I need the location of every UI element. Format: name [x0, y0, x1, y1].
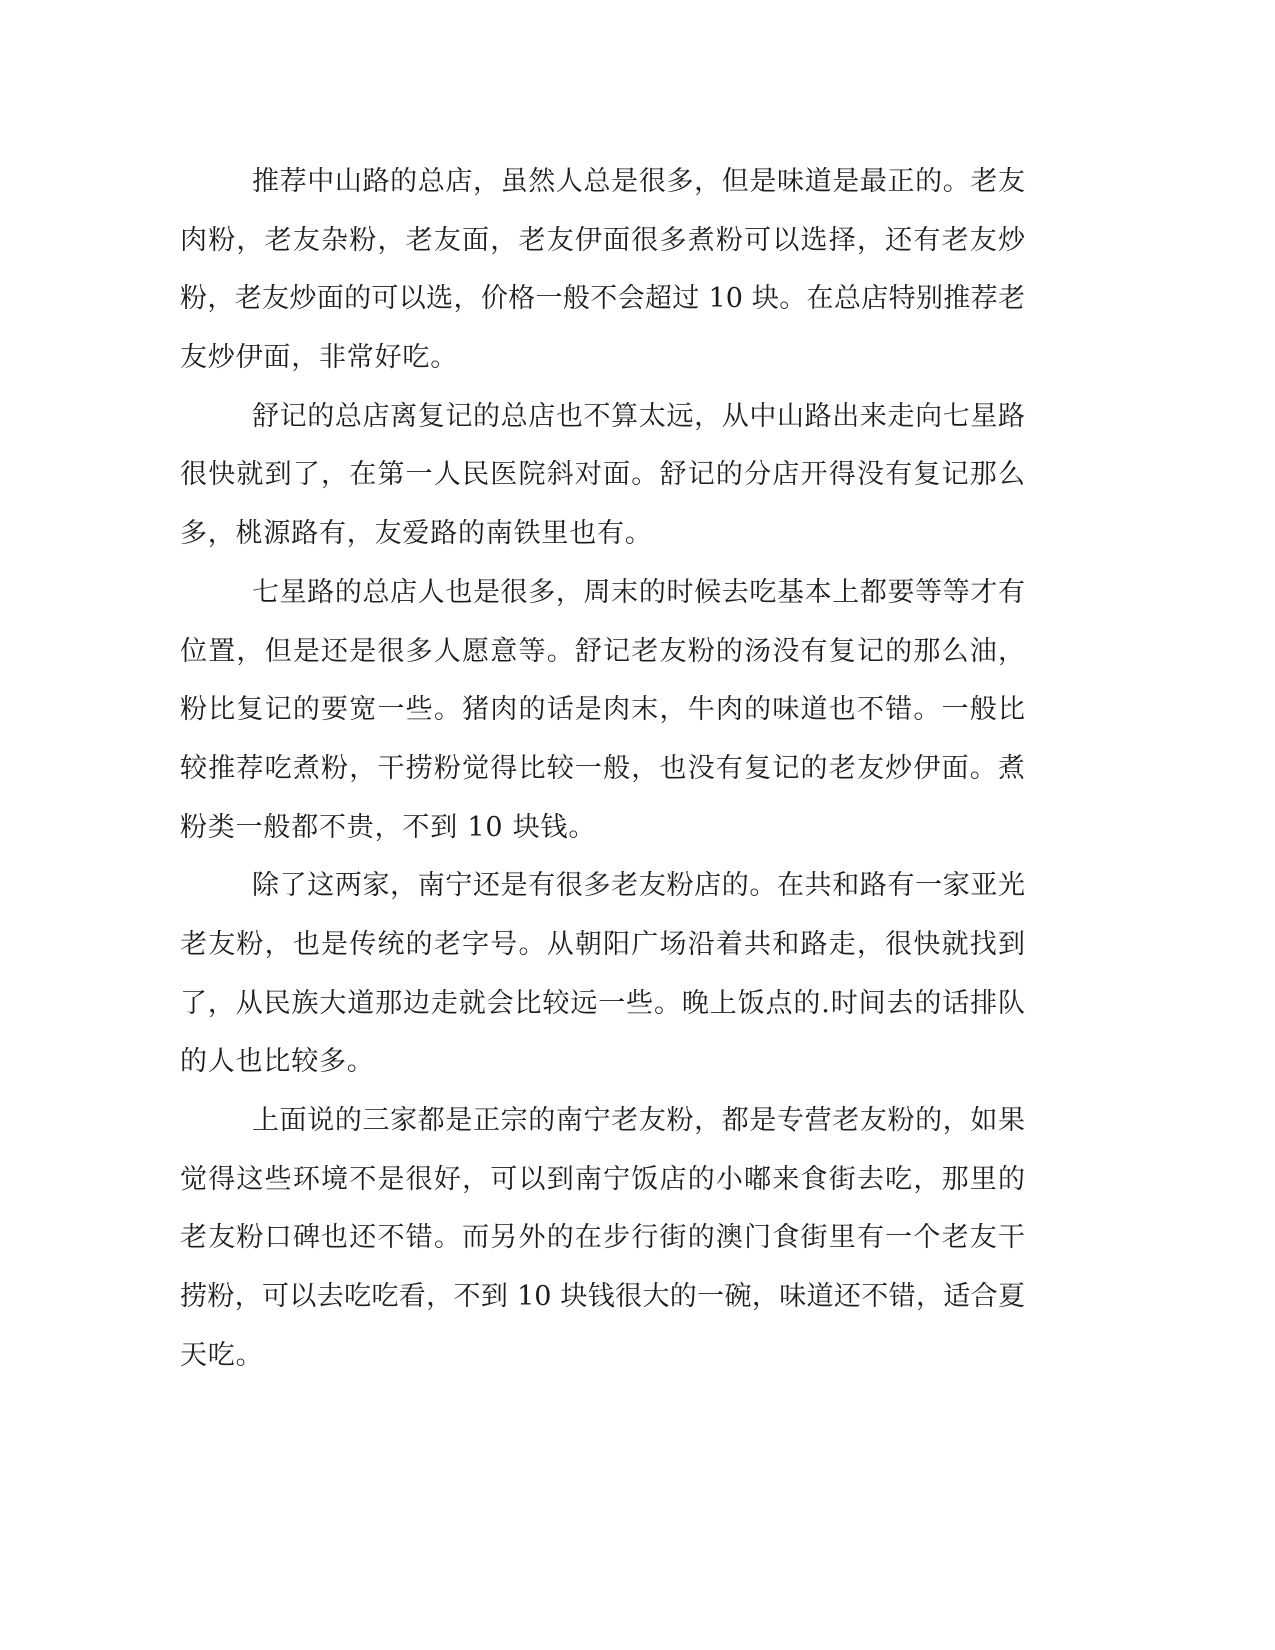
document-body	[180, 153, 1025, 1385]
paragraph-line: 老友粉，也是传统的老字号。从朝阳广场沿着共和路走，很快就找到	[180, 928, 1025, 960]
paragraph-line: 粉，老友炒面的可以选，价格一般不会超过 10 块。在总店特别推荐老	[180, 283, 1025, 315]
paragraph-2	[180, 388, 1025, 564]
paragraph-line: 老友粉口碑也还不错。而另外的在步行街的澳门食街里有一个老友干	[180, 1222, 1025, 1254]
paragraph-line: 粉比复记的要宽一些。猪肉的话是肉末，牛肉的味道也不错。一般比	[180, 694, 1025, 726]
paragraph-line: 推荐中山路的总店，虽然人总是很多，但是味道是最正的。老友	[252, 166, 1025, 197]
paragraph-line: 七星路的总店人也是很多，周末的时候去吃基本上都要等等才有	[252, 576, 1025, 608]
paragraph-line: 了，从民族大道那边走就会比较远一些。晚上饭点的.时间去的话排队	[180, 987, 1025, 1019]
paragraph-line: 粉类一般都不贵，不到 10 块钱。	[180, 811, 597, 843]
paragraph-line: 位置，但是还是很多人愿意等。舒记老友粉的汤没有复记的那么油，	[180, 635, 1025, 667]
paragraph-line: 上面说的三家都是正宗的南宁老友粉，都是专营老友粉的，如果	[252, 1105, 1025, 1136]
paragraph-line: 很快就到了，在第一人民医院斜对面。舒记的分店开得没有复记那么	[180, 459, 1025, 491]
paragraph-5	[180, 1092, 1025, 1385]
paragraph-line: 较推荐吃煮粉，干捞粉觉得比较一般，也没有复记的老友炒伊面。煮	[180, 752, 1025, 784]
paragraph-4	[180, 857, 1025, 1092]
paragraph-line: 捞粉，可以去吃吃看，不到 10 块钱很大的一碗，味道还不错，适合夏	[180, 1281, 1025, 1313]
paragraph-line: 肉粉，老友杂粉，老友面，老友伊面很多煮粉可以选择，还有老友炒	[180, 224, 1025, 256]
paragraph-line: 友炒伊面，非常好吃。	[180, 342, 458, 374]
paragraph-3	[180, 564, 1025, 857]
paragraph-line: 多，桃源路有，友爱路的南铁里也有。	[180, 518, 653, 550]
paragraph-line: 除了这两家，南宁还是有很多老友粉店的。在共和路有一家亚光	[252, 870, 1025, 902]
paragraph-line: 的人也比较多。	[180, 1046, 375, 1078]
paragraph-line: 天吃。	[180, 1339, 264, 1371]
paragraph-line: 舒记的总店离复记的总店也不算太远，从中山路出来走向七星路	[252, 400, 1025, 432]
paragraph-1	[180, 153, 1025, 388]
paragraph-line: 觉得这些环境不是很好，可以到南宁饭店的小嘟来食街去吃，那里的	[180, 1163, 1025, 1195]
